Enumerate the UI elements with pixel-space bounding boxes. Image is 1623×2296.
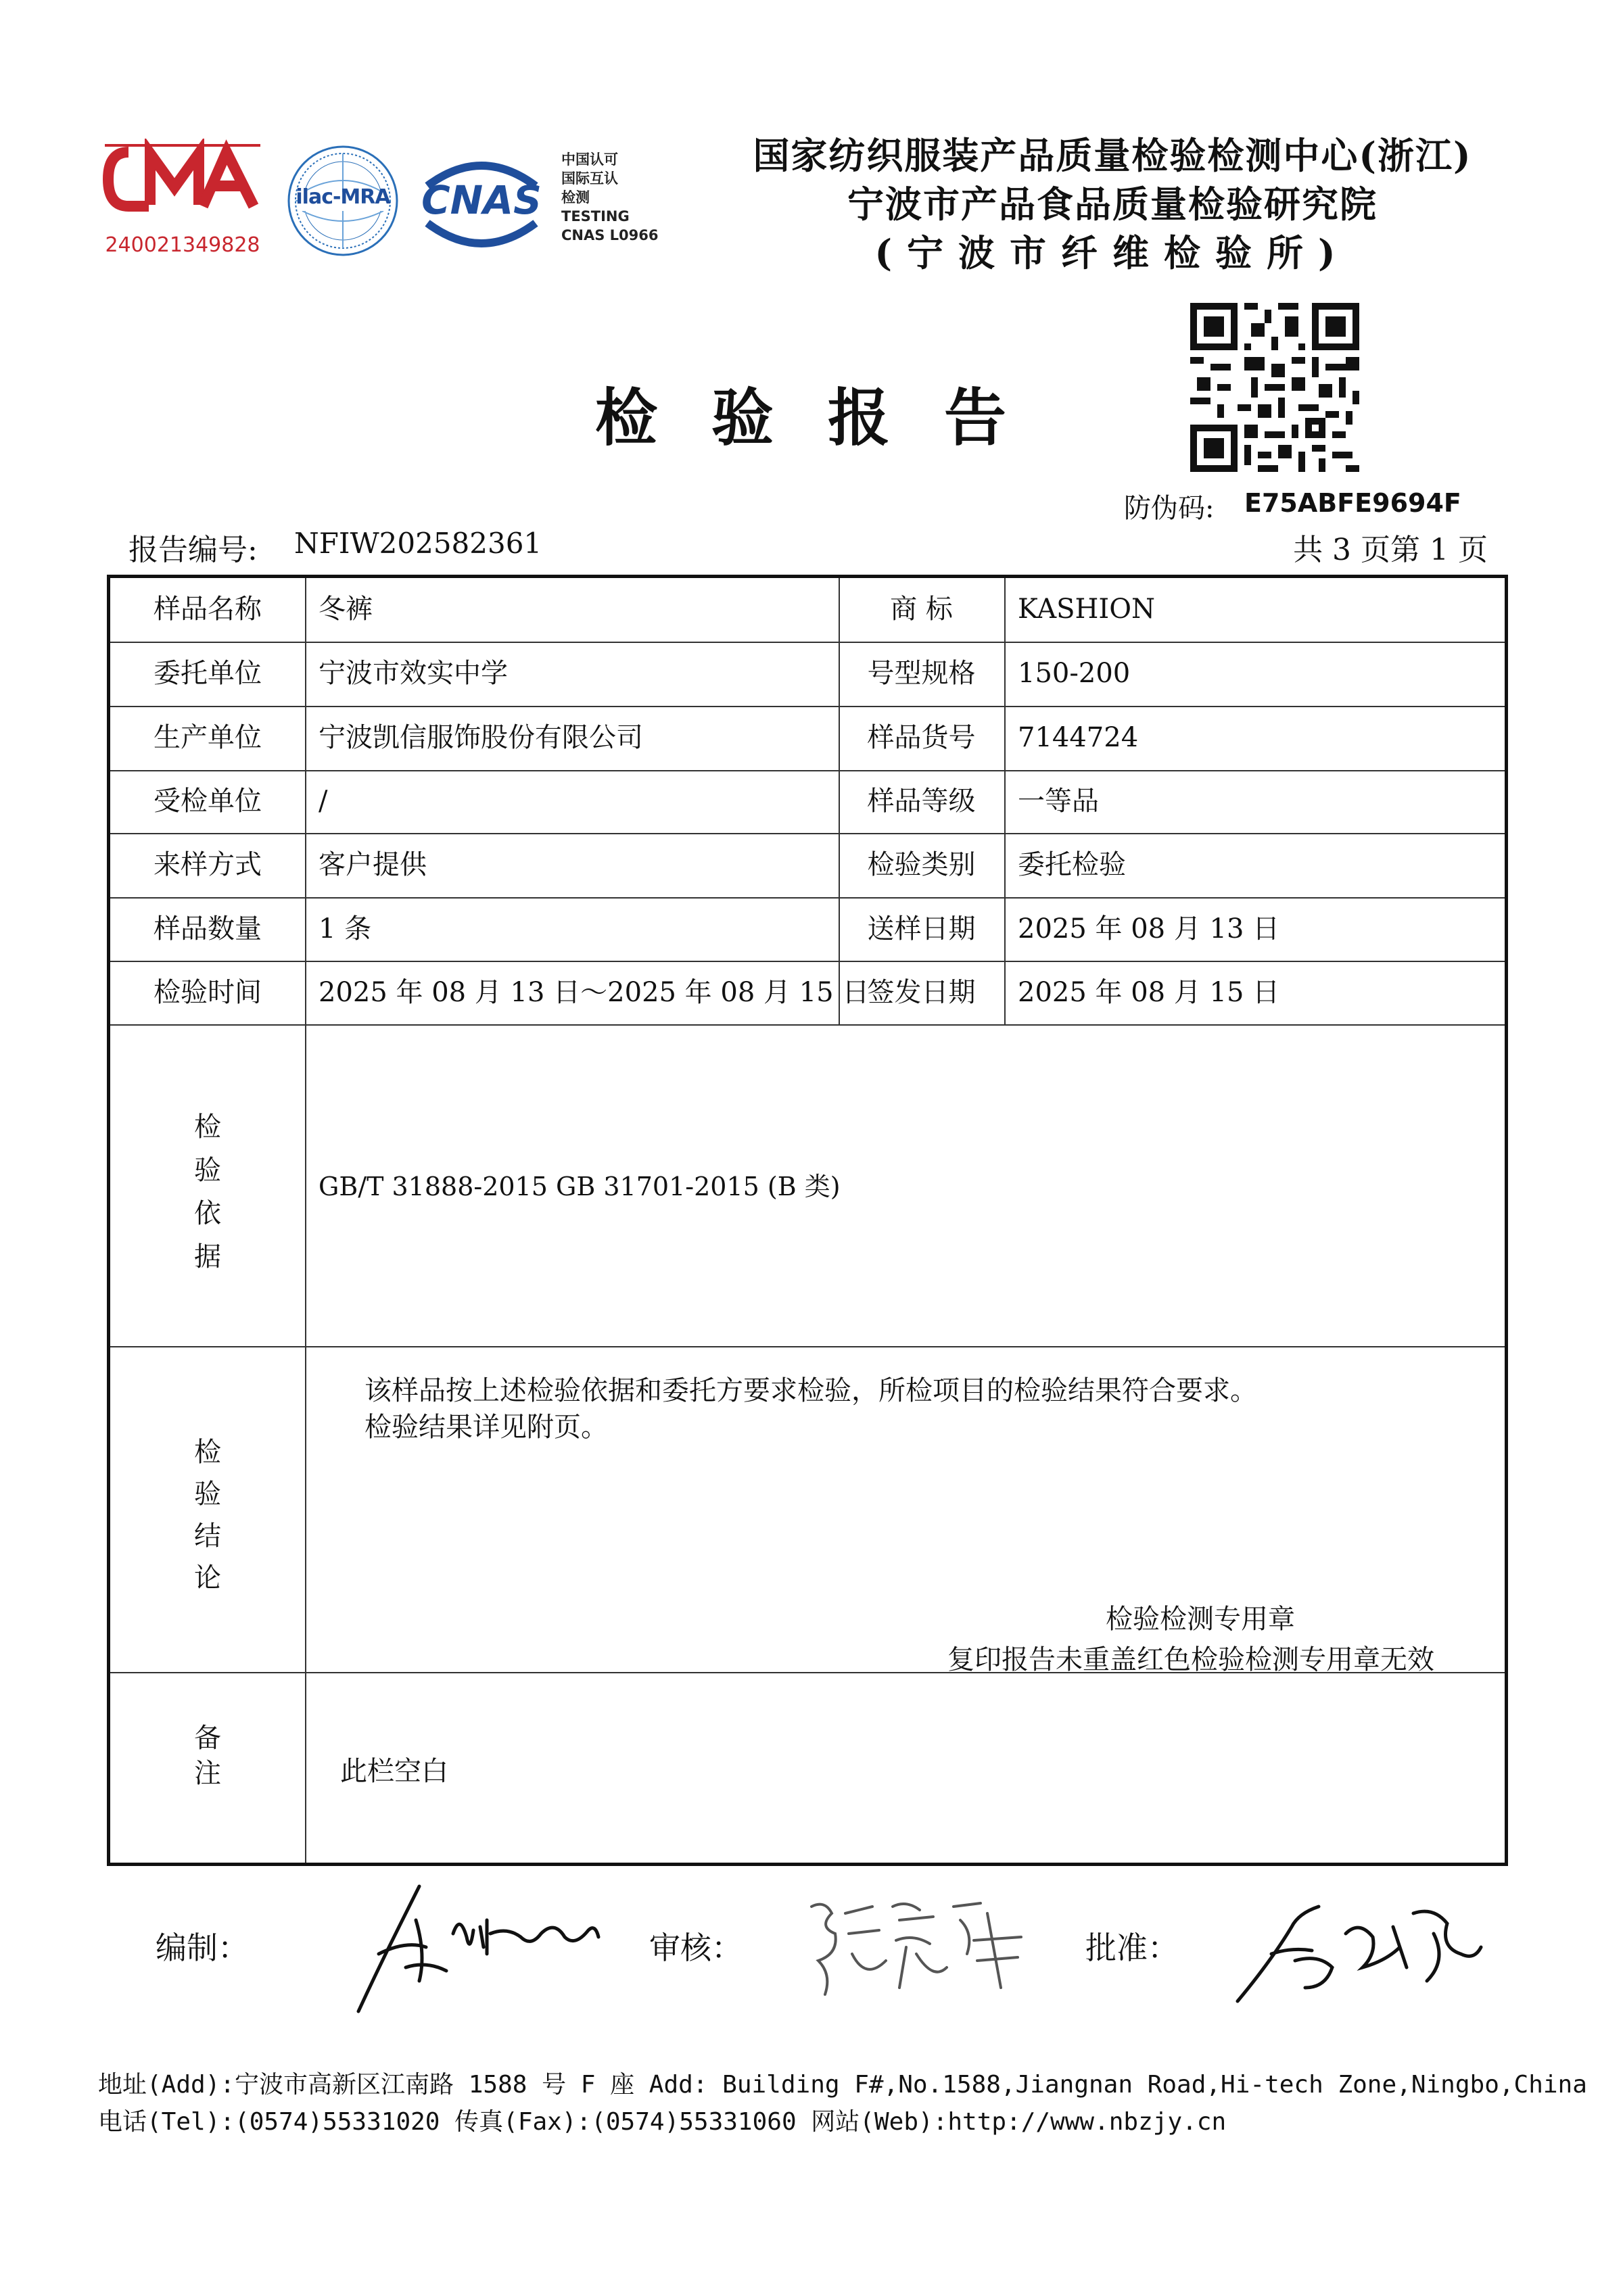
ilac-mra-logo-text: ilac-MRA <box>296 185 390 209</box>
org-name-line2: 宁波市产品食品质量检验研究院 <box>847 183 1378 226</box>
label-issue-date: 签发日期 <box>867 977 976 1008</box>
value-client: 宁波市效实中学 <box>319 658 508 689</box>
compiler-signature <box>352 1873 602 2015</box>
label-trademark: 商 标 <box>890 594 953 625</box>
label-inspection-type: 检验类别 <box>867 849 976 880</box>
value-delivery-date: 2025 年 08 月 13 日 <box>1018 913 1280 944</box>
value-basis: GB/T 31888-2015 GB 31701-2015 (B 类) <box>319 1172 841 1201</box>
report-no-value: NFIW202582361 <box>294 527 542 560</box>
label-sample-grade: 样品等级 <box>867 786 976 817</box>
label-sample-name: 样品名称 <box>154 594 262 625</box>
conclusion-text: 该样品按上述检验依据和委托方要求检验，所检项目的检验结果符合要求。 <box>364 1375 1257 1406</box>
page-info: 共 3 页第 1 页 <box>1293 533 1488 567</box>
cnas-text-line: 国际互认 <box>561 170 618 187</box>
org-name-line3: (宁波市纤维检验所) <box>874 231 1350 274</box>
label-size-spec: 号型规格 <box>867 658 976 689</box>
value-size-spec: 150-200 <box>1018 658 1131 689</box>
report-no-label: 报告编号: <box>128 533 258 567</box>
label-basis: 检 验 依 据 <box>194 1111 221 1272</box>
label-manufacturer: 生产单位 <box>154 722 262 753</box>
approver-label: 批准： <box>1085 1930 1179 1966</box>
anti-fake-code: E75ABFE9694F <box>1244 488 1461 518</box>
conclusion-detail-note: 检验结果详见附页。 <box>364 1412 608 1443</box>
value-inspected-unit: / <box>319 786 328 817</box>
value-sample-name: 冬裤 <box>319 594 373 625</box>
reviewer-signature <box>798 1886 1035 2001</box>
cnas-logo-text: CNAS <box>421 177 542 223</box>
cnas-text-line: TESTING <box>561 208 630 224</box>
compiler-label: 编制： <box>156 1930 249 1966</box>
label-sampling-method: 来样方式 <box>154 849 262 880</box>
value-article-no: 7144724 <box>1018 722 1139 753</box>
value-inspection-type: 委托检验 <box>1018 849 1126 880</box>
value-inspection-time: 2025 年 08 月 13 日～2025 年 08 月 15 日 <box>319 977 870 1008</box>
value-sampling-method: 客户提供 <box>319 849 427 880</box>
stamp-note: 复印报告未重盖红色检验检测专用章无效 <box>947 1644 1434 1675</box>
org-name-line1: 国家纺织服装产品质量检验检测中心(浙江) <box>753 134 1472 177</box>
value-trademark: KASHION <box>1018 594 1156 625</box>
approver-signature <box>1231 1886 1488 2008</box>
cnas-text-line: 检测 <box>561 189 590 206</box>
reviewer-label: 审核： <box>649 1930 743 1966</box>
label-remarks: 备 注 <box>194 1723 221 1789</box>
qr-code[interactable] <box>1190 303 1359 472</box>
label-sample-quantity: 样品数量 <box>154 913 262 944</box>
inspection-table <box>107 575 1508 1866</box>
label-inspected-unit: 受检单位 <box>154 786 262 817</box>
label-client: 委托单位 <box>154 658 262 689</box>
cnas-text-line: 中国认可 <box>561 151 618 168</box>
label-article-no: 样品货号 <box>867 722 976 753</box>
footer-contact: 电话(Tel):(0574)55331020 传真(Fax):(0574)55331060 网站(Web):http://www.nbzjy.cn <box>98 2108 1227 2136</box>
cnas-accreditation-text <box>561 150 659 245</box>
label-inspection-time: 检验时间 <box>154 977 262 1008</box>
value-sample-quantity: 1 条 <box>319 913 372 944</box>
footer-address: 地址(Add):宁波市高新区江南路 1588 号 F 座 Add: Building F#,No.1588,Jiangnan Road,Hi-tech Zone,Ningbo,China <box>98 2071 1587 2099</box>
value-remarks: 此栏空白 <box>340 1756 448 1787</box>
report-title: 检验报告 <box>595 381 1061 454</box>
anti-fake-label: 防伪码: <box>1124 493 1215 524</box>
label-conclusion: 检 验 结 论 <box>194 1437 221 1594</box>
cma-number: 240021349828 <box>105 233 260 257</box>
cnas-text-line: CNAS L0966 <box>561 227 659 243</box>
value-issue-date: 2025 年 08 月 15 日 <box>1018 977 1280 1008</box>
value-manufacturer: 宁波凯信服饰股份有限公司 <box>319 722 643 753</box>
label-delivery-date: 送样日期 <box>867 913 976 944</box>
value-sample-grade: 一等品 <box>1018 786 1099 817</box>
stamp-title: 检验检测专用章 <box>1106 1604 1295 1635</box>
